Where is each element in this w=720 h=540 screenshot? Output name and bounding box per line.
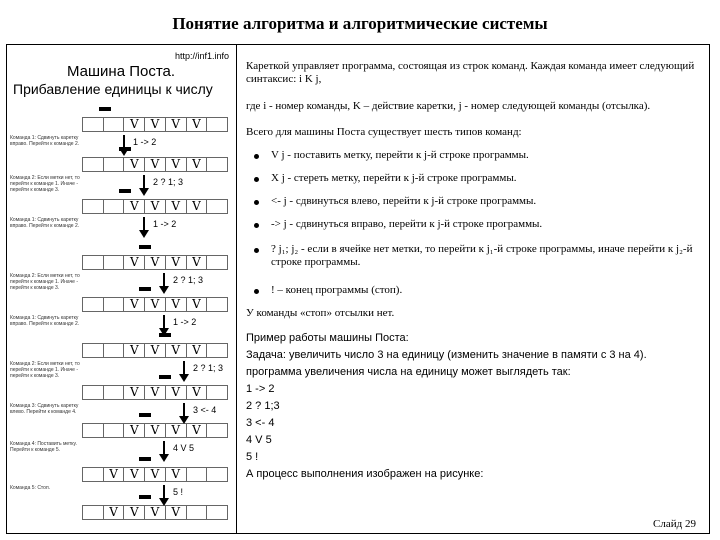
tape-strip (82, 117, 228, 132)
tape-cell: V (103, 468, 124, 481)
tape-cell: V (144, 344, 165, 357)
tape-cell (82, 386, 103, 399)
command-item: <- j - сдвинуться влево, перейти к j-й строке программы. (271, 195, 537, 207)
tape-strip (82, 199, 228, 214)
command-note: Команда 2: Если метки нет, то перейти к команде 1. Иначе - перейти к команде 3. (10, 175, 80, 193)
carriage-marker (139, 287, 151, 291)
tape-cell: V (165, 468, 186, 481)
tape-cell (103, 118, 124, 131)
tape-cell (103, 298, 124, 311)
example-line: 1 -> 2 (246, 383, 275, 395)
arrow-head-icon (139, 188, 149, 196)
example-line: Задача: увеличить число 3 на единицу (изменить значение в памяти с 3 на 4). (246, 349, 647, 361)
tape-cell (103, 200, 124, 213)
tape-cell: V (165, 158, 186, 171)
tape-cell (82, 158, 103, 171)
post-machine-diagram (7, 45, 236, 533)
diagram-title-line2: Прибавление единицы к числу (13, 81, 213, 97)
tape-cell (206, 386, 228, 399)
tape-cell: V (123, 298, 144, 311)
tape-cell (206, 298, 228, 311)
tape-cell: V (123, 256, 144, 269)
arrow-head-icon (159, 286, 169, 294)
tape-cell (186, 468, 207, 481)
bullet-dot (254, 200, 259, 205)
column-divider (236, 44, 237, 534)
bullet-dot (254, 223, 259, 228)
tape-cell (103, 158, 124, 171)
tape-cell (206, 344, 228, 357)
command-item: ? j₁; j₂ - если в ячейке нет метки, то перейти к j₁-й строке программы, иначе перейти к j₂-й строке программы. (271, 243, 693, 268)
tape-cell: V (165, 298, 186, 311)
tape-cell: V (186, 200, 207, 213)
command-item: X j - стереть метку, перейти к j-й строке программы. (271, 172, 517, 184)
example-line: программа увеличения числа на единицу может выглядеть так: (246, 366, 571, 378)
tape-cell (206, 424, 228, 437)
tape-cell (82, 424, 103, 437)
tape-cell (82, 506, 103, 519)
command-item: ! – конец программы (стоп). (271, 284, 403, 296)
intro-paragraph-1: Кареткой управляет программа, состоящая из строк команд. Каждая команда имеет следующий синтаксис: i K j, (246, 60, 695, 85)
command-note: Команда 1: Сдвинуть каретку вправо. Перейти к команде 2. (10, 315, 80, 327)
step-arrow (163, 273, 165, 287)
tape-cell: V (144, 118, 165, 131)
tape-cell: V (123, 344, 144, 357)
tape-cell: V (103, 506, 124, 519)
example-line: 5 ! (246, 451, 259, 463)
carriage-marker (99, 107, 111, 111)
command-label: 2 ? 1; 3 (153, 177, 184, 187)
command-item: -> j - сдвинуться вправо, перейти к j-й строке программы. (271, 218, 543, 230)
command-label: 5 ! (173, 487, 184, 497)
slide-title: Понятие алгоритма и алгоритмические системы (172, 14, 548, 33)
command-item: V j - поставить метку, перейти к j-й строке программы. (271, 149, 529, 161)
command-note: Команда 1: Сдвинуть каретку вправо. Перейти к команде 2. (10, 135, 80, 147)
tape-cell: V (186, 424, 207, 437)
tape-cell: V (123, 424, 144, 437)
tape-cell (103, 256, 124, 269)
tape-strip (82, 423, 228, 438)
command-label: 1 -> 2 (133, 137, 157, 147)
carriage-marker (139, 457, 151, 461)
tape-cell (103, 344, 124, 357)
tape-cell (206, 200, 228, 213)
tape-cell: V (165, 200, 186, 213)
command-label: 3 <- 4 (193, 405, 217, 415)
command-label: 1 -> 2 (173, 317, 197, 327)
tape-cell: V (144, 298, 165, 311)
tape-cell: V (144, 158, 165, 171)
tape-cell: V (123, 506, 144, 519)
carriage-marker (139, 495, 151, 499)
step-arrow (163, 315, 165, 329)
tape-strip (82, 467, 228, 482)
arrow-head-icon (159, 498, 169, 506)
tape-cell: V (186, 386, 207, 399)
tape-cell: V (186, 118, 207, 131)
tape-cell: V (123, 468, 144, 481)
command-label: 1 -> 2 (153, 219, 177, 229)
step-arrow (163, 441, 165, 455)
tape-cell: V (144, 200, 165, 213)
diagram-title-line1: Машина Поста. (67, 63, 176, 80)
command-label: 4 V 5 (173, 443, 195, 453)
stop-note: У команды «стоп» отсылки нет. (246, 307, 395, 319)
tape-cell: V (165, 344, 186, 357)
tape-cell (82, 468, 103, 481)
example-line: 2 ? 1;3 (246, 400, 280, 412)
bullet-dot (254, 154, 259, 159)
command-note: Команда 2: Если метки нет, то перейти к команде 1. Иначе - перейти к команде 3. (10, 273, 80, 291)
command-label: 2 ? 1; 3 (173, 275, 204, 285)
tape-cell (206, 506, 228, 519)
tape-cell: V (123, 200, 144, 213)
tape-cell: V (123, 118, 144, 131)
tape-cell: V (186, 298, 207, 311)
tape-cell: V (186, 256, 207, 269)
tape-cell (206, 158, 228, 171)
intro-paragraph-2: где i - номер команды, K – действие каретки, j - номер следующей команды (отсылка). (246, 100, 651, 112)
slide-number: Слайд 29 (653, 518, 696, 530)
tape-cell (206, 256, 228, 269)
intro-paragraph-3: Всего для машины Поста существует шесть типов команд: (246, 126, 522, 138)
arrow-head-icon (139, 230, 149, 238)
arrow-head-icon (119, 148, 129, 156)
tape-cell: V (165, 386, 186, 399)
diagram-url: http://inf1.info (175, 51, 230, 61)
tape-cell (82, 298, 103, 311)
bullet-dot (254, 248, 259, 253)
step-arrow (183, 403, 185, 417)
tape-strip (82, 343, 228, 358)
carriage-marker (119, 189, 131, 193)
tape-cell: V (165, 424, 186, 437)
example-line: 4 V 5 (246, 434, 272, 446)
example-line: Пример работы машины Поста: (246, 332, 409, 344)
tape-strip (82, 157, 228, 172)
tape-cell: V (144, 256, 165, 269)
arrow-head-icon (159, 328, 169, 336)
command-note: Команда 3: Сдвинуть каретку влево. Перейти к команде 4. (10, 403, 79, 415)
arrow-head-icon (179, 416, 189, 424)
tape-cell: V (165, 256, 186, 269)
step-arrow (123, 135, 125, 149)
tape-strip (82, 297, 228, 312)
command-note: Команда 1: Сдвинуть каретку вправо. Перейти к команде 2. (10, 217, 80, 229)
step-arrow (143, 175, 145, 189)
tape-cell: V (123, 158, 144, 171)
tape-cell (206, 468, 228, 481)
tape-strip (82, 255, 228, 270)
tape-cell: V (144, 468, 165, 481)
example-line: А процесс выполнения изображен на рисунке: (246, 468, 484, 480)
tape-cell (82, 200, 103, 213)
command-note: Команда 5: Стоп. (10, 485, 51, 491)
tape-cell: V (186, 158, 207, 171)
carriage-marker (159, 375, 171, 379)
carriage-marker (139, 245, 151, 249)
tape-cell (82, 344, 103, 357)
step-arrow (183, 361, 185, 375)
tape-cell (103, 386, 124, 399)
arrow-head-icon (159, 454, 169, 462)
tape-strip (82, 385, 228, 400)
tape-cell: V (144, 386, 165, 399)
command-note: Команда 4: Поставить метку. Перейти к команде 5. (10, 441, 77, 453)
tape-cell (82, 256, 103, 269)
step-arrow (163, 485, 165, 499)
tape-cell: V (165, 118, 186, 131)
step-arrow (143, 217, 145, 231)
bullet-dot (254, 289, 259, 294)
tape-cell (186, 506, 207, 519)
tape-cell (103, 424, 124, 437)
tape-cell: V (165, 506, 186, 519)
bullet-dot (254, 177, 259, 182)
carriage-marker (139, 413, 151, 417)
tape-strip (82, 505, 228, 520)
command-label: 2 ? 1; 3 (193, 363, 224, 373)
command-note: Команда 2: Если метки нет, то перейти к команде 1. Иначе - перейти к команде 3. (10, 361, 80, 379)
tape-cell: V (186, 344, 207, 357)
arrow-head-icon (179, 374, 189, 382)
tape-cell (206, 118, 228, 131)
tape-cell: V (144, 424, 165, 437)
tape-cell: V (144, 506, 165, 519)
example-line: 3 <- 4 (246, 417, 275, 429)
tape-cell: V (123, 386, 144, 399)
tape-cell (82, 118, 103, 131)
